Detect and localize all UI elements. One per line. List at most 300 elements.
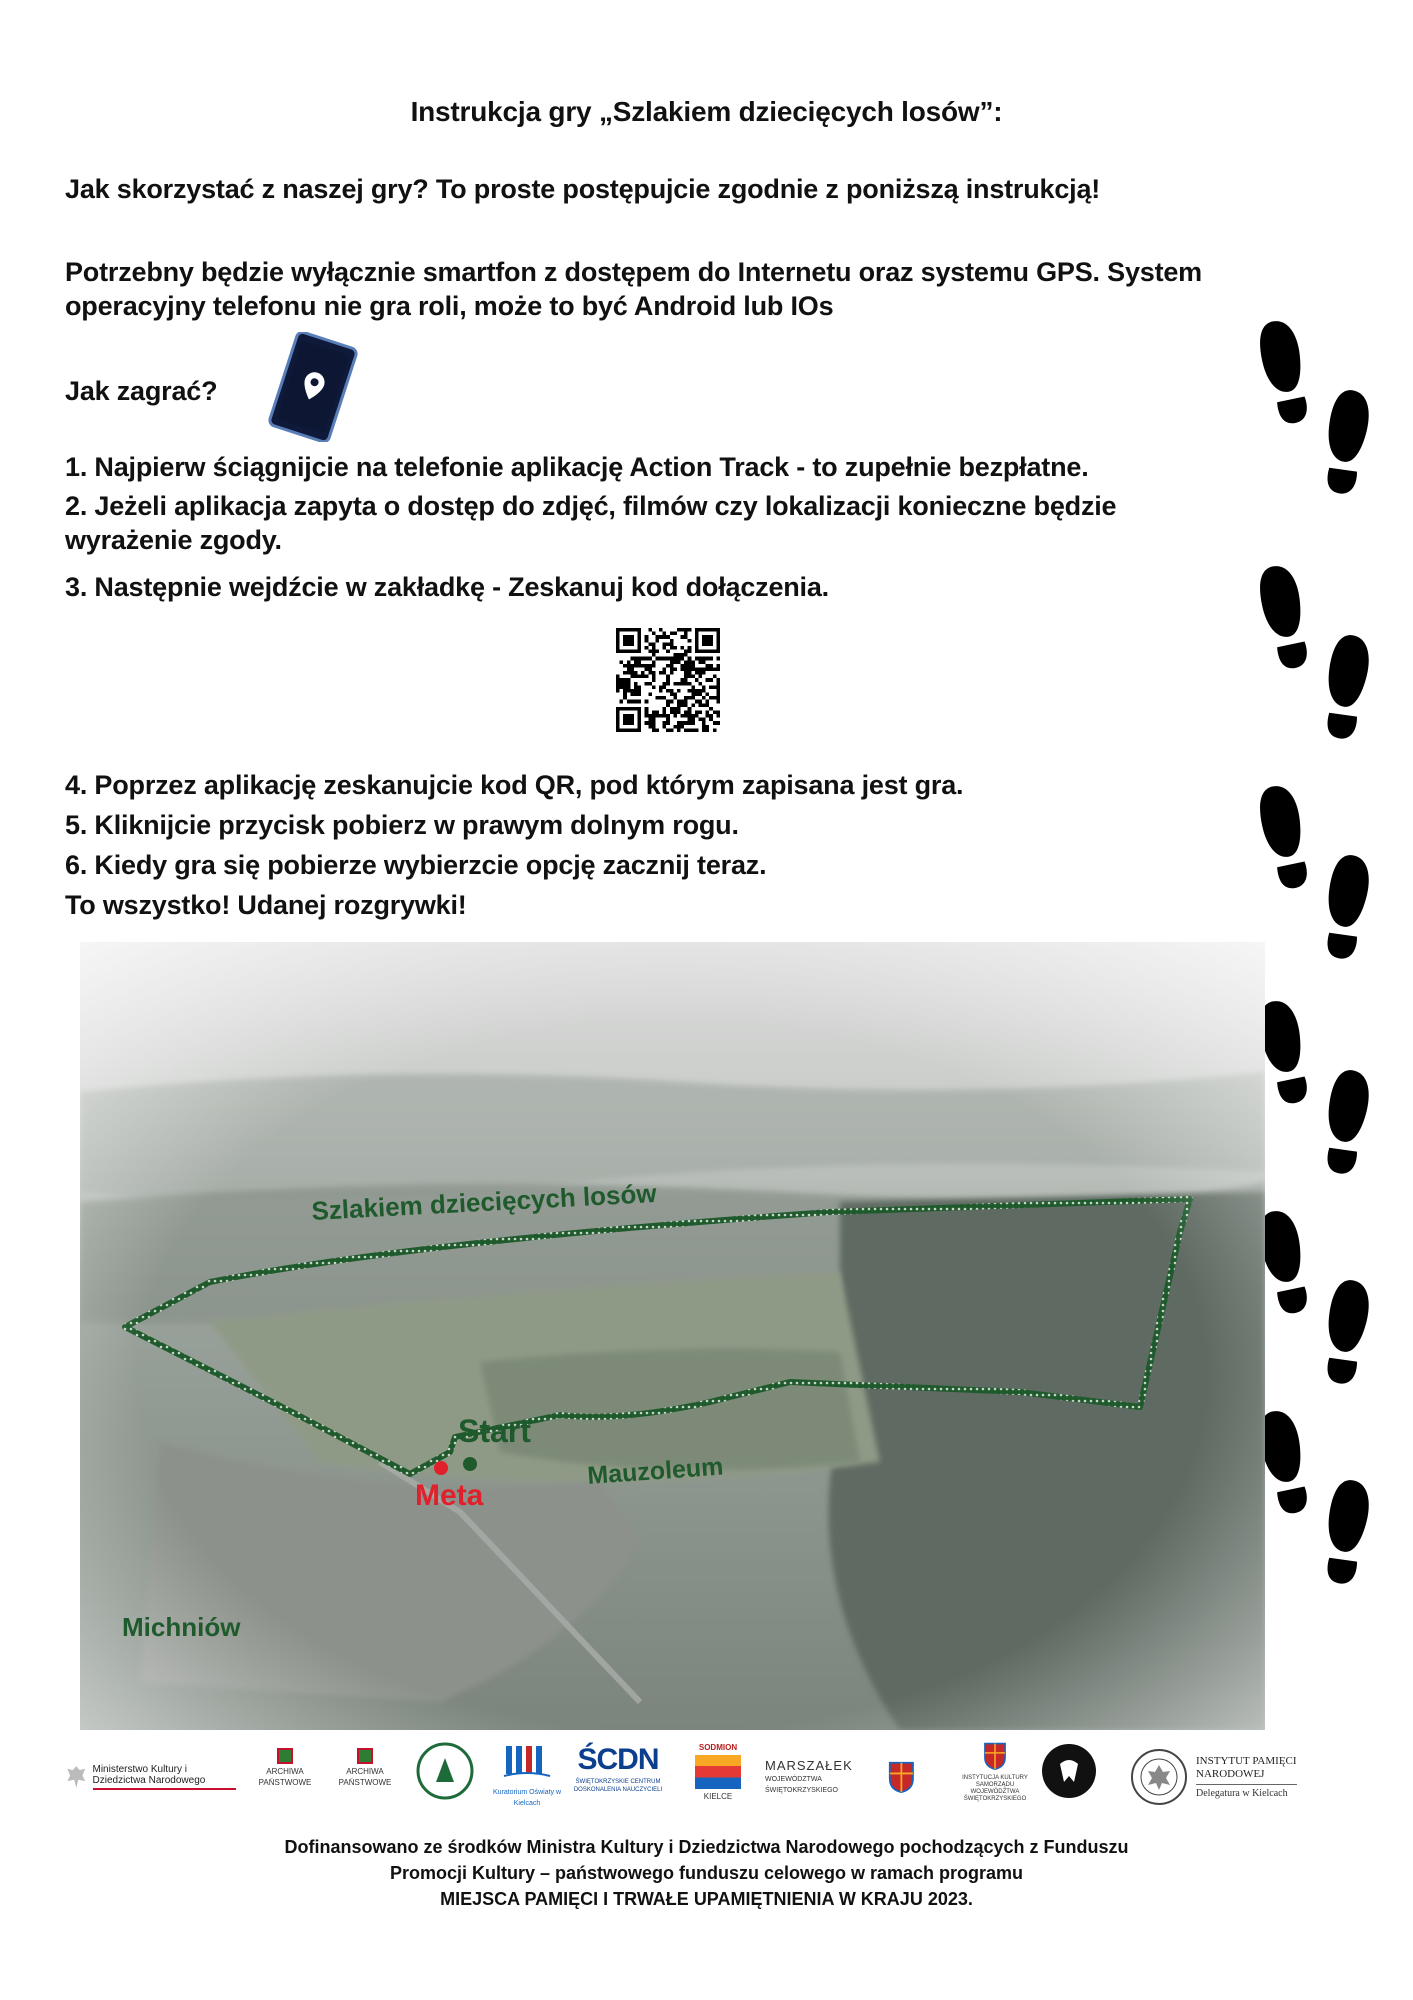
qr-module [709, 685, 713, 689]
qr-module [706, 657, 710, 661]
qr-module [716, 682, 720, 686]
qr-module [691, 728, 695, 732]
qr-module [670, 642, 674, 646]
qr-module [663, 696, 667, 700]
qr-module [677, 653, 681, 657]
qr-module [702, 635, 706, 639]
qr-module [623, 682, 627, 686]
qr-module [698, 703, 702, 707]
qr-module [681, 653, 685, 657]
qr-module [616, 678, 620, 682]
qr-module [702, 703, 706, 707]
qr-module [695, 700, 699, 704]
qr-module [638, 650, 642, 654]
qr-module [616, 632, 620, 636]
qr-module [702, 725, 706, 729]
qr-module [695, 635, 699, 639]
qr-module [691, 693, 695, 697]
qr-module [666, 728, 670, 732]
qr-module [702, 696, 706, 700]
qr-module [681, 646, 685, 650]
qr-module [645, 646, 649, 650]
qr-module [688, 675, 692, 679]
qr-module [709, 667, 713, 671]
qr-module [670, 707, 674, 711]
qr-module [695, 646, 699, 650]
qr-module [655, 657, 659, 661]
qr-module [670, 693, 674, 697]
qr-module [695, 650, 699, 654]
qr-module [684, 728, 688, 732]
qr-module [695, 671, 699, 675]
qr-module [659, 689, 663, 693]
qr-module [627, 689, 631, 693]
qr-module [616, 725, 620, 729]
qr-module [681, 721, 685, 725]
qr-module [677, 728, 681, 732]
qr-module [691, 664, 695, 668]
qr-module [641, 671, 645, 675]
logo-10-sbot [1040, 1742, 1100, 1812]
qr-module [706, 639, 710, 643]
qr-module [645, 664, 649, 668]
qr-module [677, 657, 681, 661]
map-mausoleum-label: Mauzoleum [586, 1452, 725, 1490]
qr-module [688, 628, 692, 632]
qr-module [698, 660, 702, 664]
qr-module [709, 639, 713, 643]
qr-module [691, 714, 695, 718]
step-4: 4. Poprzez aplikację zeskanujcie kod QR, pod którym zapisana jest gra. [65, 770, 964, 800]
qr-module [691, 667, 695, 671]
qr-module [677, 660, 681, 664]
page-title: Instrukcja gry „Szlakiem dziecięcych losów”: [410, 96, 1003, 127]
qr-module [634, 628, 638, 632]
qr-module [620, 682, 624, 686]
qr-module [623, 714, 627, 718]
qr-module [677, 628, 681, 632]
qr-module [645, 675, 649, 679]
qr-module [691, 696, 695, 700]
qr-module [627, 728, 631, 732]
qr-module [623, 671, 627, 675]
qr-module [630, 714, 634, 718]
qr-module [666, 678, 670, 682]
qr-module [645, 639, 649, 643]
qr-module [716, 667, 720, 671]
qr-module [681, 700, 685, 704]
qr-module [659, 671, 663, 675]
qr-module [666, 703, 670, 707]
logo-ipn: INSTYTUT PAMIĘCI NARODOWEJ Delegatura w Kielcach [1130, 1742, 1330, 1812]
qr-module [663, 671, 667, 675]
route-map [80, 942, 1265, 1730]
qr-module [677, 707, 681, 711]
qr-module [659, 696, 663, 700]
qr-module [695, 642, 699, 646]
qr-module [698, 667, 702, 671]
qr-module [652, 725, 656, 729]
qr-module [655, 696, 659, 700]
qr-module [630, 628, 634, 632]
qr-module [695, 639, 699, 643]
qr-module [684, 667, 688, 671]
qr-module [713, 675, 717, 679]
qr-module [616, 721, 620, 725]
qr-module [652, 675, 656, 679]
qr-module [627, 667, 631, 671]
qr-module [706, 703, 710, 707]
qr-module [684, 635, 688, 639]
ipn-seal-icon [1130, 1748, 1188, 1806]
footer-line-2: Promocji Kultury – państwowego funduszu celowego w ramach programu [389, 1863, 1024, 1883]
qr-module [663, 667, 667, 671]
qr-module [709, 635, 713, 639]
qr-module [670, 632, 674, 636]
qr-module [623, 685, 627, 689]
qr-module [670, 671, 674, 675]
qr-module [663, 710, 667, 714]
qr-module [716, 721, 720, 725]
qr-module [688, 664, 692, 668]
qr-module [670, 700, 674, 704]
qr-module [695, 689, 699, 693]
qr-module [623, 693, 627, 697]
qr-module [638, 710, 642, 714]
qr-module [684, 660, 688, 664]
qr-module [648, 718, 652, 722]
logo-kuratorium: Kuratorium Oświaty w Kielcach [492, 1742, 562, 1812]
logo-ministry [66, 1742, 236, 1812]
qr-module [616, 728, 620, 732]
qr-module [620, 628, 624, 632]
qr-module [716, 700, 720, 704]
qr-module [698, 650, 702, 654]
qr-module [684, 721, 688, 725]
qr-module [713, 721, 717, 725]
qr-module [627, 685, 631, 689]
qr-module [684, 650, 688, 654]
qr-module [716, 650, 720, 654]
qr-module [648, 628, 652, 632]
qr-module [659, 635, 663, 639]
qr-module [663, 642, 667, 646]
qr-module [652, 710, 656, 714]
logo-instytucja-kultury: INSTYTUCJA KULTURY SAMORZĄDU WOJEWÓDZTWA ŚWIĘTOKRZYSKIEGO [955, 1742, 1035, 1812]
qr-module [652, 642, 656, 646]
qr-module [673, 725, 677, 729]
qr-module [630, 639, 634, 643]
logo-archiwa-1: ARCHIWA PAŃSTWOWE [250, 1742, 320, 1812]
qr-module [659, 685, 663, 689]
qr-module [709, 678, 713, 682]
qr-module [716, 639, 720, 643]
qr-module [648, 642, 652, 646]
qr-module [702, 639, 706, 643]
qr-module [713, 728, 717, 732]
qr-module [709, 696, 713, 700]
qr-module [623, 721, 627, 725]
qr-module [716, 657, 720, 661]
qr-module [702, 689, 706, 693]
qr-module [698, 710, 702, 714]
qr-module [670, 710, 674, 714]
qr-module [688, 682, 692, 686]
qr-module [623, 650, 627, 654]
step-2-line-2: wyrażenie zgody. [65, 525, 282, 555]
qr-module [630, 650, 634, 654]
qr-module [630, 718, 634, 722]
qr-module [684, 710, 688, 714]
qr-module [709, 642, 713, 646]
qr-module [663, 632, 667, 636]
qr-module [630, 675, 634, 679]
qr-module [677, 721, 681, 725]
qr-module [713, 628, 717, 632]
qr-module [695, 728, 699, 732]
qr-module [716, 714, 720, 718]
qr-module [684, 714, 688, 718]
qr-module [616, 646, 620, 650]
qr-module [652, 721, 656, 725]
logo-marszalek: MARSZAŁEK WOJEWÓDZTWA ŚWIĘTOKRZYSKIEGO [765, 1742, 915, 1812]
qr-module [681, 635, 685, 639]
qr-module [623, 664, 627, 668]
qr-module [620, 660, 624, 664]
qr-module [652, 685, 656, 689]
qr-module [663, 685, 667, 689]
qr-module [645, 667, 649, 671]
qr-module [716, 664, 720, 668]
qr-module [659, 657, 663, 661]
qr-module [702, 642, 706, 646]
qr-module [666, 700, 670, 704]
qr-module [616, 635, 620, 639]
qr-module [688, 689, 692, 693]
qr-module [684, 682, 688, 686]
qr-module [688, 660, 692, 664]
qr-module [616, 639, 620, 643]
qr-module [666, 682, 670, 686]
qr-module [673, 646, 677, 650]
qr-module [655, 728, 659, 732]
qr-module [677, 682, 681, 686]
qr-module [634, 657, 638, 661]
qr-module [623, 639, 627, 643]
qr-module [648, 657, 652, 661]
qr-module [716, 642, 720, 646]
qr-module [695, 710, 699, 714]
qr-module [655, 714, 659, 718]
qr-module [634, 700, 638, 704]
qr-module [623, 728, 627, 732]
qr-module [702, 721, 706, 725]
qr-module [684, 678, 688, 682]
qr-module [702, 628, 706, 632]
qr-module [627, 707, 631, 711]
qr-module [652, 728, 656, 732]
qr-module [688, 696, 692, 700]
step-6: 6. Kiedy gra się pobierze wybierzcie opcję zacznij teraz. [65, 850, 767, 880]
qr-module [695, 714, 699, 718]
qr-module [716, 696, 720, 700]
qr-module [638, 728, 642, 732]
qr-module [673, 696, 677, 700]
qr-module [716, 635, 720, 639]
qr-module [638, 642, 642, 646]
qr-module [706, 728, 710, 732]
qr-module [713, 650, 717, 654]
qr-module [652, 714, 656, 718]
qr-module [623, 689, 627, 693]
qr-module [638, 689, 642, 693]
qr-code [616, 628, 720, 732]
qr-module [634, 728, 638, 732]
qr-module [623, 696, 627, 700]
qr-module [627, 718, 631, 722]
map-start-label: Start [458, 1413, 531, 1449]
qr-module [702, 667, 706, 671]
qr-module [634, 689, 638, 693]
qr-module [663, 646, 667, 650]
qr-module [655, 710, 659, 714]
qr-module [706, 725, 710, 729]
qr-module [691, 721, 695, 725]
ministry-text: Ministerstwo Kultury i Dziedzictwa Narodowego [93, 1764, 237, 1790]
qr-module [641, 675, 645, 679]
qr-module [681, 664, 685, 668]
qr-module [688, 710, 692, 714]
qr-module [627, 650, 631, 654]
qr-module [630, 642, 634, 646]
qr-module [630, 657, 634, 661]
qr-module [709, 714, 713, 718]
qr-module [652, 646, 656, 650]
qr-module [677, 700, 681, 704]
qr-module [638, 685, 642, 689]
qr-module [638, 657, 642, 661]
coat-of-arms-icon [888, 1759, 915, 1795]
qr-module [709, 650, 713, 654]
qr-module [698, 657, 702, 661]
qr-module [648, 693, 652, 697]
logo-sodmion: SODMION KIELCE [690, 1742, 746, 1812]
qr-module [652, 653, 656, 657]
how-to-play-heading: Jak zagrać? [65, 376, 218, 406]
qr-module [673, 653, 677, 657]
qr-module [684, 628, 688, 632]
qr-module [663, 707, 667, 711]
qr-module [663, 721, 667, 725]
qr-module [716, 693, 720, 697]
qr-module [645, 657, 649, 661]
qr-module [666, 689, 670, 693]
qr-module [684, 700, 688, 704]
qr-module [620, 707, 624, 711]
requirement-line-1: Potrzebny będzie wyłącznie smartfon z dostępem do Internetu oraz systemu GPS. System [65, 257, 1202, 287]
qr-module [713, 667, 717, 671]
qr-module [691, 718, 695, 722]
qr-module [652, 671, 656, 675]
qr-module [709, 664, 713, 668]
qr-module [666, 675, 670, 679]
qr-module [645, 635, 649, 639]
requirement-line-2: operacyjny telefonu nie gra roli, może to być Android lub IOs [65, 291, 834, 321]
qr-module [688, 714, 692, 718]
qr-module [670, 646, 674, 650]
qr-module [691, 703, 695, 707]
qr-module [652, 718, 656, 722]
qr-module [627, 664, 631, 668]
qr-module [627, 660, 631, 664]
qr-module [684, 675, 688, 679]
step-1: 1. Najpierw ściągnijcie na telefonie aplikację Action Track - to zupełnie bezpłatne. [65, 452, 1089, 482]
qr-module [616, 628, 620, 632]
qr-module [616, 710, 620, 714]
qr-module [681, 703, 685, 707]
qr-module [677, 689, 681, 693]
qr-module [616, 714, 620, 718]
qr-module [670, 639, 674, 643]
qr-module [663, 682, 667, 686]
qr-module [645, 721, 649, 725]
qr-module [616, 682, 620, 686]
qr-module [663, 725, 667, 729]
closing-text: To wszystko! Udanej rozgrywki! [65, 890, 467, 920]
qr-module [670, 728, 674, 732]
qr-module [702, 657, 706, 661]
qr-module [709, 718, 713, 722]
qr-module [698, 718, 702, 722]
qr-module [638, 707, 642, 711]
qr-module [655, 650, 659, 654]
qr-module [655, 639, 659, 643]
qr-module [652, 660, 656, 664]
qr-module [663, 635, 667, 639]
map-village-label: Michniów [122, 1612, 241, 1642]
qr-module [634, 693, 638, 697]
qr-module [623, 718, 627, 722]
qr-module [706, 667, 710, 671]
qr-module [716, 689, 720, 693]
qr-module [652, 664, 656, 668]
qr-module [716, 632, 720, 636]
qr-module [638, 721, 642, 725]
qr-module [627, 639, 631, 643]
qr-module [645, 700, 649, 704]
qr-module [630, 693, 634, 697]
qr-module [648, 682, 652, 686]
qr-module [681, 682, 685, 686]
qr-module [627, 682, 631, 686]
qr-module [638, 693, 642, 697]
qr-module [673, 710, 677, 714]
qr-module [616, 707, 620, 711]
qr-module [713, 696, 717, 700]
qr-module [688, 639, 692, 643]
qr-module [623, 628, 627, 632]
footer-line-3: MIEJSCA PAMIĘCI I TRWAŁE UPAMIĘTNIENIA W KRAJU 2023. [440, 1889, 973, 1909]
footprints-decoration [1245, 300, 1395, 1630]
qr-module [666, 657, 670, 661]
qr-module [706, 693, 710, 697]
qr-module [616, 675, 620, 679]
qr-module [623, 678, 627, 682]
qr-module [681, 725, 685, 729]
step-2-line-1: 2. Jeżeli aplikacja zapyta o dostęp do zdjęć, filmów czy lokalizacji konieczne będzie [65, 491, 1117, 521]
qr-module [641, 664, 645, 668]
qr-module [709, 707, 713, 711]
